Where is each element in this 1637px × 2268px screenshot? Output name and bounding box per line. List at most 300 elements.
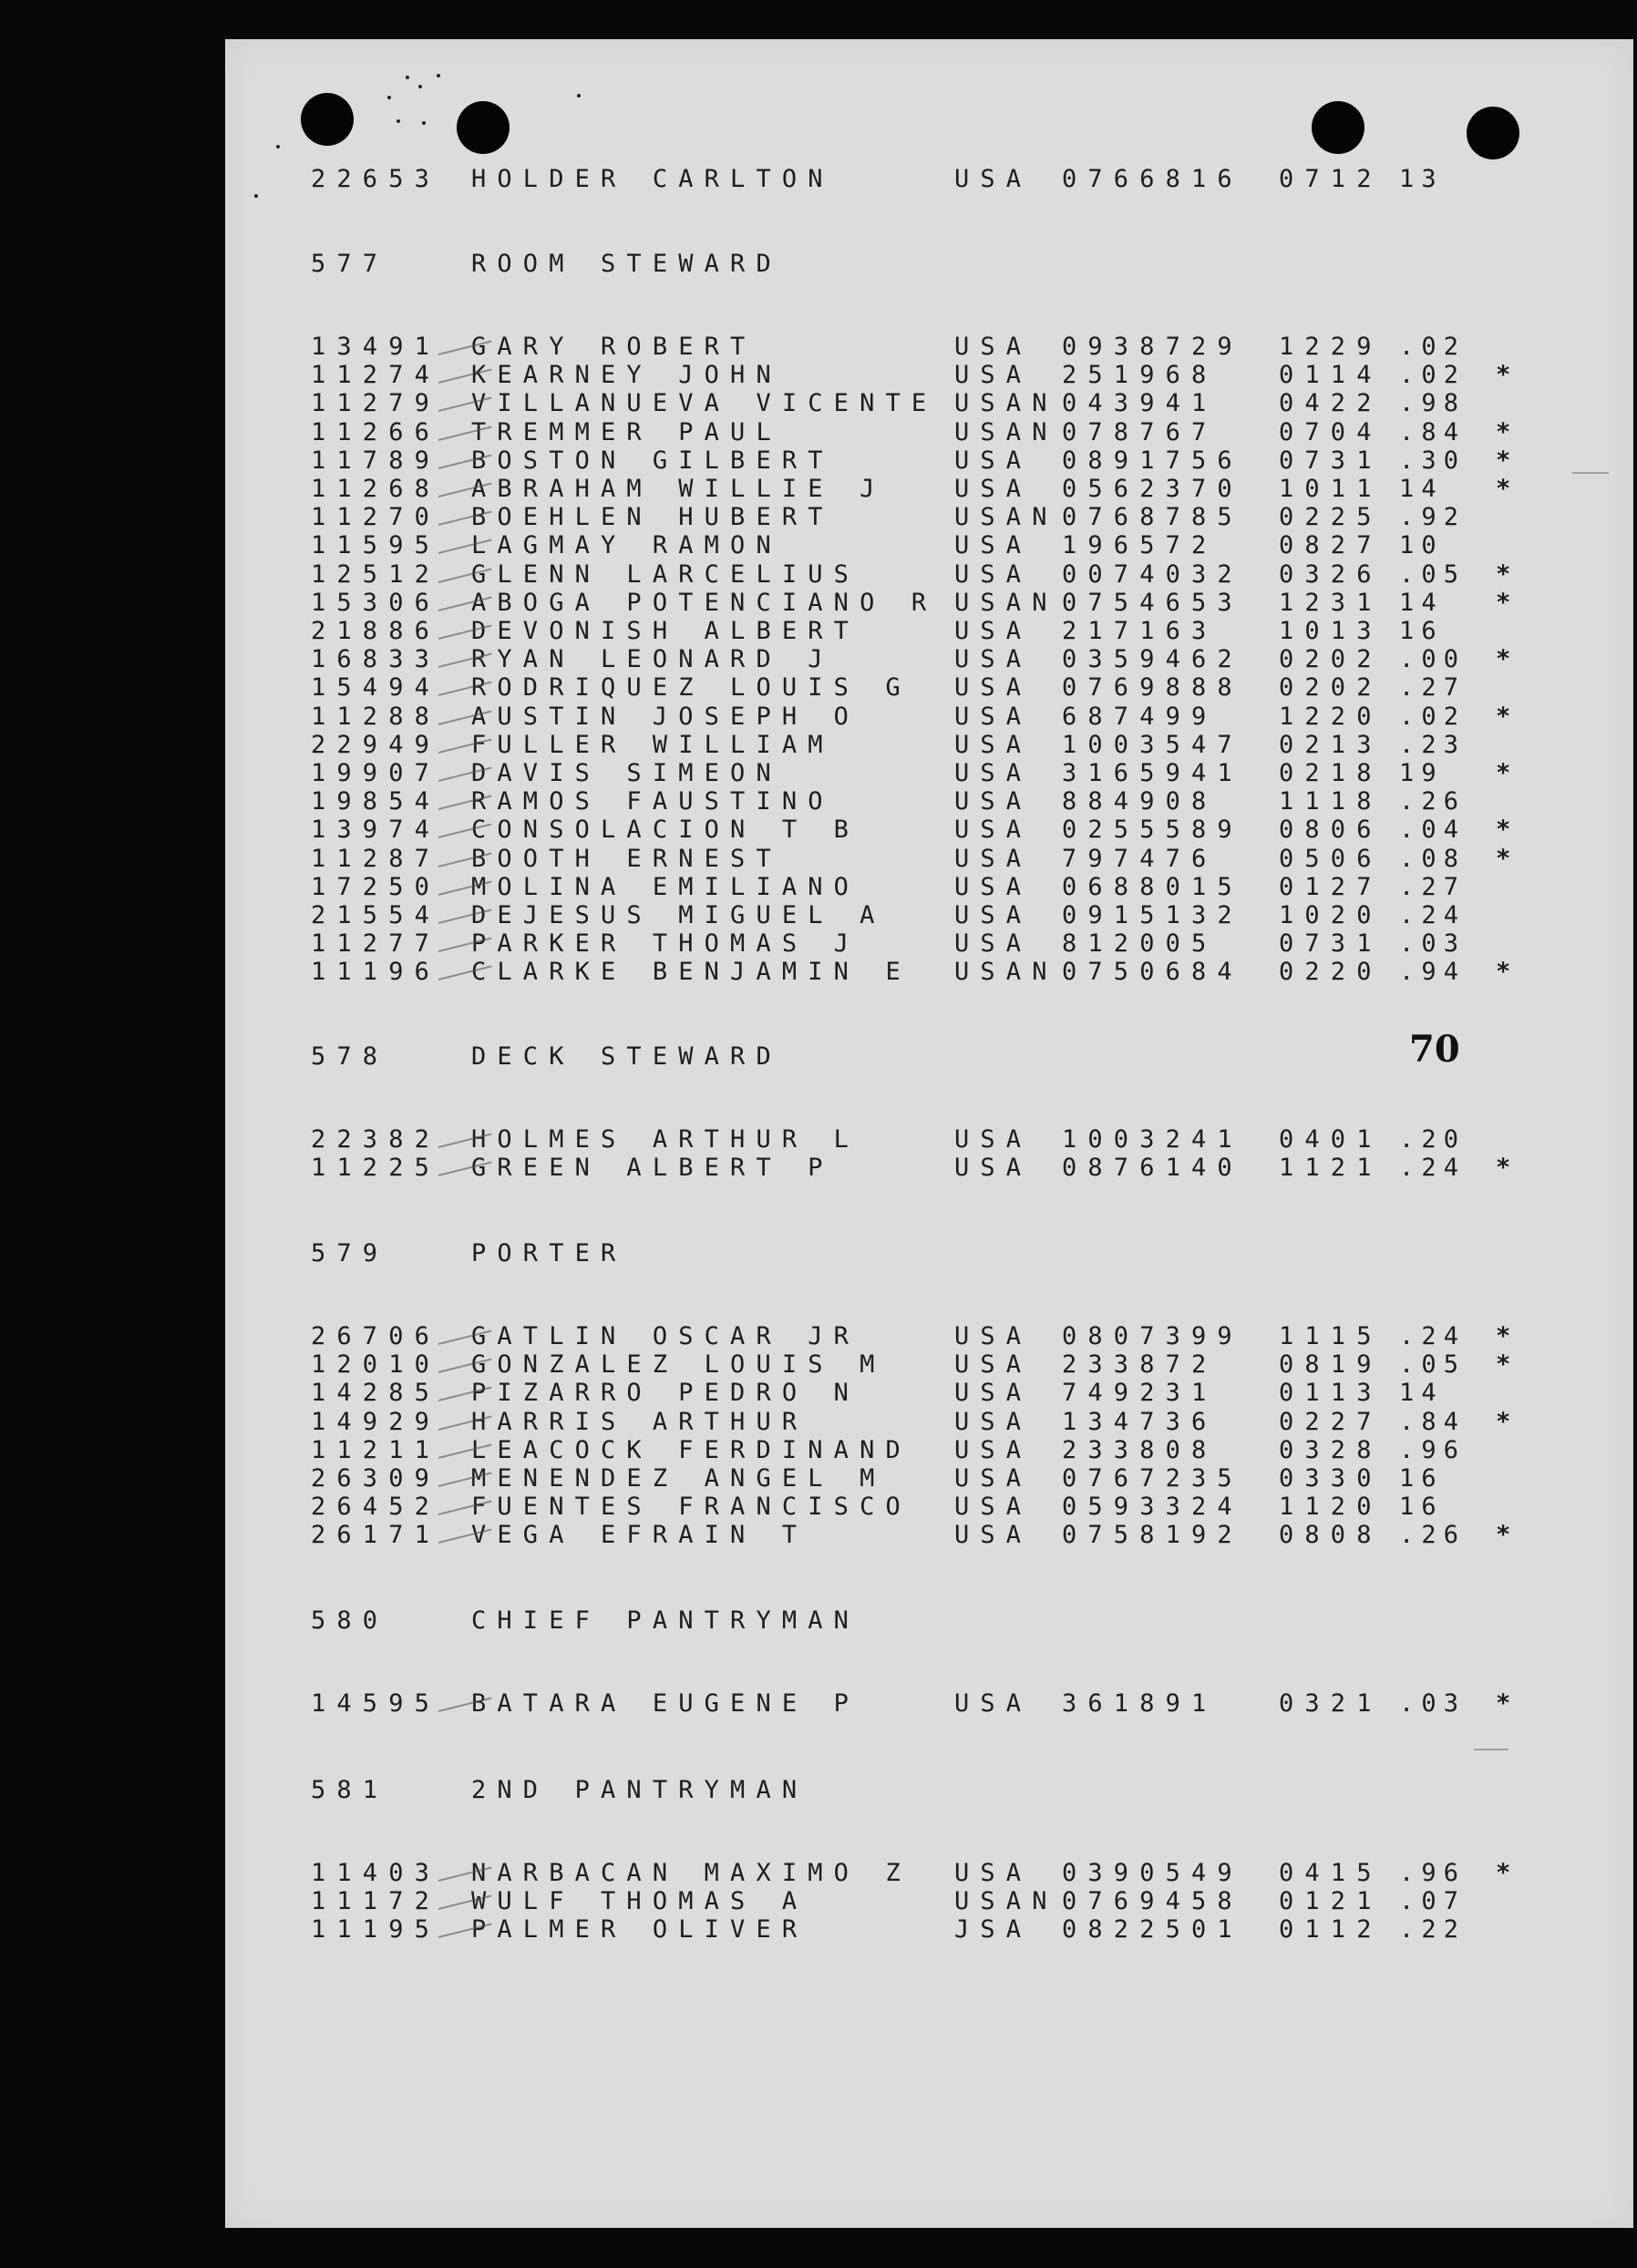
employee-name: DEJESUS MIGUEL A xyxy=(471,901,886,929)
asterisk-mark: * xyxy=(1496,816,1511,845)
rate-value: .20 xyxy=(1399,1125,1467,1154)
employee-name: PARKER THOMAS J xyxy=(471,929,860,959)
rate-value: .00 xyxy=(1399,645,1467,674)
rate-value: .03 xyxy=(1399,929,1467,959)
employee-number: 26706 xyxy=(311,1322,441,1350)
employee-number: 12010 xyxy=(311,1350,441,1380)
document-number: 0255589 xyxy=(1062,816,1243,845)
rate-value: .05 xyxy=(1399,559,1467,589)
employee-number: 17250 xyxy=(311,872,441,901)
asterisk-mark: * xyxy=(1496,475,1511,503)
employee-name: CLARKE BENJAMIN E xyxy=(471,958,911,987)
edge-mark xyxy=(1474,1749,1508,1750)
employee-number: 26309 xyxy=(311,1464,441,1493)
ledger-row xyxy=(311,166,1605,193)
asterisk-mark: * xyxy=(1496,417,1511,446)
citizenship: USA xyxy=(954,1435,1033,1464)
speck xyxy=(387,96,391,99)
citizenship: USA xyxy=(954,759,1033,787)
employee-number: 11266 xyxy=(311,417,441,446)
employee-name: AUSTIN JOSEPH O xyxy=(471,702,860,731)
ledger-row xyxy=(311,532,1605,559)
document-number: 078767 xyxy=(1062,417,1218,446)
date-code: 0202 xyxy=(1279,673,1383,703)
ledger-row xyxy=(311,1690,1605,1718)
citizenship: USA xyxy=(954,1464,1033,1493)
date-code: 0113 xyxy=(1279,1379,1383,1408)
asterisk-mark: * xyxy=(1496,1322,1511,1350)
rate-value: 16 xyxy=(1399,617,1444,645)
date-code: 0704 xyxy=(1279,417,1383,446)
employee-number: 22949 xyxy=(311,730,441,759)
citizenship: USAN xyxy=(954,389,1058,418)
ledger-row xyxy=(311,732,1605,759)
ledger-row xyxy=(311,1437,1605,1464)
date-code: 0114 xyxy=(1279,361,1383,390)
rate-value: .84 xyxy=(1399,417,1467,446)
speck xyxy=(276,145,280,149)
document-number: 812005 xyxy=(1062,929,1218,959)
rate-value: .02 xyxy=(1399,333,1467,361)
employee-name: DEVONISH ALBERT xyxy=(471,617,860,645)
citizenship: USAN xyxy=(954,417,1058,446)
document-number: 0688015 xyxy=(1062,872,1243,901)
employee-number: 12512 xyxy=(311,559,441,589)
document-number: 749231 xyxy=(1062,1379,1218,1408)
speck xyxy=(418,85,422,88)
citizenship: USA xyxy=(954,1154,1033,1183)
citizenship: USA xyxy=(954,446,1033,475)
employee-number: 22382 xyxy=(311,1125,441,1154)
date-code: 0121 xyxy=(1279,1887,1383,1916)
punch-hole xyxy=(457,101,510,154)
asterisk-mark: * xyxy=(1496,702,1511,731)
punch-hole xyxy=(301,93,354,146)
employee-name: MOLINA EMILIANO xyxy=(471,872,860,901)
employee-name: BOOTH ERNEST xyxy=(471,844,782,873)
rate-value: .08 xyxy=(1399,844,1467,873)
speck xyxy=(406,76,409,79)
citizenship: USA xyxy=(954,730,1033,759)
employee-number: 26171 xyxy=(311,1521,441,1550)
date-code: 1229 xyxy=(1279,333,1383,361)
ledger-row xyxy=(311,1155,1605,1182)
document-number: 0876140 xyxy=(1062,1154,1243,1183)
document-number: 233808 xyxy=(1062,1435,1218,1464)
employee-name: BOEHLEN HUBERT xyxy=(471,503,834,532)
employee-name: FUENTES FRANCISCO xyxy=(471,1493,911,1522)
asterisk-mark: * xyxy=(1496,1350,1511,1380)
ledger-row xyxy=(311,902,1605,929)
employee-number: 11277 xyxy=(311,929,441,959)
rate-value: .27 xyxy=(1399,673,1467,703)
citizenship: USA xyxy=(954,844,1033,873)
citizenship: USAN xyxy=(954,588,1058,617)
document-number: 0750684 xyxy=(1062,958,1243,987)
employee-number: 11403 xyxy=(311,1859,441,1887)
employee-name: WULF THOMAS A xyxy=(471,1887,808,1916)
employee-number: 11196 xyxy=(311,958,441,987)
employee-number: 11211 xyxy=(311,1435,441,1464)
rate-value: .04 xyxy=(1399,816,1467,845)
citizenship: USA xyxy=(954,1322,1033,1350)
speck xyxy=(577,94,581,97)
date-code: 0806 xyxy=(1279,816,1383,845)
document-number: 0562370 xyxy=(1062,475,1243,503)
ledger-row xyxy=(311,618,1605,645)
rate-value: .07 xyxy=(1399,1887,1467,1916)
speck xyxy=(422,121,426,125)
citizenship: USA xyxy=(954,1350,1033,1380)
employee-name: RYAN LEONARD J xyxy=(471,645,834,674)
rate-value: .26 xyxy=(1399,1521,1467,1550)
document-number: 043941 xyxy=(1062,389,1218,418)
document-number: 0758192 xyxy=(1062,1521,1243,1550)
date-code: 0112 xyxy=(1279,1915,1383,1945)
employee-number: 11270 xyxy=(311,503,441,532)
rate-value: .02 xyxy=(1399,361,1467,390)
section-code: 578 xyxy=(311,1042,389,1071)
document-number: 0822501 xyxy=(1062,1915,1243,1945)
rate-value: .24 xyxy=(1399,1154,1467,1183)
ledger-row xyxy=(311,846,1605,873)
employee-number: 15494 xyxy=(311,673,441,703)
employee-number: 11172 xyxy=(311,1887,441,1916)
ledger-row xyxy=(311,930,1605,958)
citizenship: USA xyxy=(954,165,1033,193)
document-number: 134736 xyxy=(1062,1407,1218,1436)
document-number: 251968 xyxy=(1062,361,1218,390)
citizenship: USAN xyxy=(954,1887,1058,1916)
rate-value: .23 xyxy=(1399,730,1467,759)
ledger-row xyxy=(311,874,1605,901)
citizenship: USA xyxy=(954,1521,1033,1550)
employee-name: LAGMAY RAMON xyxy=(471,531,782,560)
document-number: 687499 xyxy=(1062,702,1218,731)
document-number: 0769458 xyxy=(1062,1887,1243,1916)
document-number: 1003241 xyxy=(1062,1125,1243,1154)
employee-number: 21554 xyxy=(311,901,441,929)
employee-number: 13491 xyxy=(311,333,441,361)
citizenship: USA xyxy=(954,787,1033,816)
ledger-row xyxy=(311,476,1605,503)
asterisk-mark: * xyxy=(1496,1859,1511,1887)
ledger-row xyxy=(311,1493,1605,1521)
section-header xyxy=(311,1240,1222,1267)
section-code: 579 xyxy=(311,1239,389,1267)
rate-value: .02 xyxy=(1399,702,1467,731)
punch-hole xyxy=(1312,101,1364,154)
document-number: 3165941 xyxy=(1062,759,1243,787)
employee-number: 11195 xyxy=(311,1915,441,1945)
asterisk-mark: * xyxy=(1496,1689,1511,1718)
date-code: 1120 xyxy=(1279,1493,1383,1522)
date-code: 0819 xyxy=(1279,1350,1383,1380)
document-number: 0359462 xyxy=(1062,645,1243,674)
section-header xyxy=(311,1043,1222,1071)
date-code: 0202 xyxy=(1279,645,1383,674)
ledger-row xyxy=(311,362,1605,389)
employee-number: 19907 xyxy=(311,759,441,787)
document-number: 0807399 xyxy=(1062,1322,1243,1350)
document-number: 0769888 xyxy=(1062,673,1243,703)
citizenship: USA xyxy=(954,645,1033,674)
date-code: 0328 xyxy=(1279,1435,1383,1464)
ledger-row xyxy=(311,590,1605,617)
date-code: 0218 xyxy=(1279,759,1383,787)
date-code: 0401 xyxy=(1279,1125,1383,1154)
ledger-row xyxy=(311,703,1605,731)
document-number: 0074032 xyxy=(1062,559,1243,589)
employee-name: ABRAHAM WILLIE J xyxy=(471,475,886,503)
rate-value: .30 xyxy=(1399,446,1467,475)
employee-name: GARY ROBERT xyxy=(471,333,757,361)
ledger-row xyxy=(311,561,1605,589)
employee-name: HARRIS ARTHUR xyxy=(471,1407,808,1436)
citizenship: JSA xyxy=(954,1915,1033,1945)
employee-name: ABOGA POTENCIANO R xyxy=(471,588,938,617)
section-code: 581 xyxy=(311,1776,389,1804)
date-code: 0326 xyxy=(1279,559,1383,589)
employee-name: NARBACAN MAXIMO Z xyxy=(471,1859,911,1887)
speck xyxy=(396,119,400,123)
citizenship: USA xyxy=(954,872,1033,901)
employee-number: 11595 xyxy=(311,531,441,560)
citizenship: USA xyxy=(954,816,1033,845)
citizenship: USA xyxy=(954,531,1033,560)
document-number: 0390549 xyxy=(1062,1859,1243,1887)
section-title: CHIEF PANTRYMAN xyxy=(471,1606,860,1635)
employee-name: GATLIN OSCAR JR xyxy=(471,1322,860,1350)
ledger-row xyxy=(311,1126,1605,1154)
citizenship: USAN xyxy=(954,503,1058,532)
document-number: 233872 xyxy=(1062,1350,1218,1380)
employee-name: MENENDEZ ANGEL M xyxy=(471,1464,886,1493)
ledger-row xyxy=(311,1323,1605,1350)
rate-value: .92 xyxy=(1399,503,1467,532)
employee-name: VILLANUEVA VICENTE xyxy=(471,389,938,418)
document-number: 0766816 xyxy=(1062,165,1243,193)
employee-number: 11268 xyxy=(311,475,441,503)
document-number: 196572 xyxy=(1062,531,1218,560)
document-number: 0915132 xyxy=(1062,901,1243,929)
section-code: 580 xyxy=(311,1606,389,1635)
speck xyxy=(437,74,440,77)
section-title: PORTER xyxy=(471,1239,627,1267)
section-header xyxy=(311,1777,1222,1804)
document-number: 0938729 xyxy=(1062,333,1243,361)
citizenship: USA xyxy=(954,1493,1033,1522)
employee-name: BATARA EUGENE P xyxy=(471,1689,860,1718)
ledger-row xyxy=(311,674,1605,702)
rate-value: 14 xyxy=(1399,475,1444,503)
employee-number: 13974 xyxy=(311,816,441,845)
employee-name: GLENN LARCELIUS xyxy=(471,559,860,589)
rate-value: .27 xyxy=(1399,872,1467,901)
employee-name: FULLER WILLIAM xyxy=(471,730,834,759)
asterisk-mark: * xyxy=(1496,1154,1511,1183)
employee-number: 16833 xyxy=(311,645,441,674)
ledger-row xyxy=(311,1888,1605,1915)
asterisk-mark: * xyxy=(1496,1521,1511,1550)
employee-name: VEGA EFRAIN T xyxy=(471,1521,808,1550)
rate-value: 14 xyxy=(1399,1379,1444,1408)
employee-number: 21886 xyxy=(311,617,441,645)
employee-name: BOSTON GILBERT xyxy=(471,446,834,475)
rate-value: .98 xyxy=(1399,389,1467,418)
ledger-row xyxy=(311,1380,1605,1407)
employee-number: 14595 xyxy=(311,1689,441,1718)
citizenship: USA xyxy=(954,617,1033,645)
date-code: 0330 xyxy=(1279,1464,1383,1493)
document-number: 0768785 xyxy=(1062,503,1243,532)
date-code: 0731 xyxy=(1279,446,1383,475)
document-number: 1003547 xyxy=(1062,730,1243,759)
date-code: 1011 xyxy=(1279,475,1383,503)
rate-value: 14 xyxy=(1399,588,1444,617)
employee-name: RAMOS FAUSTINO xyxy=(471,787,834,816)
date-code: 1115 xyxy=(1279,1322,1383,1350)
section-title: DECK STEWARD xyxy=(471,1042,782,1071)
employee-number: 11287 xyxy=(311,844,441,873)
employee-number: 22653 xyxy=(311,165,441,193)
document-number: 361891 xyxy=(1062,1689,1218,1718)
employee-number: 11279 xyxy=(311,389,441,418)
citizenship: USA xyxy=(954,929,1033,959)
date-code: 0506 xyxy=(1279,844,1383,873)
ledger-row xyxy=(311,504,1605,531)
employee-number: 19854 xyxy=(311,787,441,816)
speck xyxy=(254,194,258,198)
employee-name: LEACOCK FERDINAND xyxy=(471,1435,911,1464)
ledger-row xyxy=(311,447,1605,475)
date-code: 0227 xyxy=(1279,1407,1383,1436)
rate-value: .96 xyxy=(1399,1435,1467,1464)
ledger-row xyxy=(311,390,1605,417)
rate-value: 19 xyxy=(1399,759,1444,787)
citizenship: USA xyxy=(954,702,1033,731)
ledger-row xyxy=(311,788,1605,816)
asterisk-mark: * xyxy=(1496,645,1511,674)
employee-name: DAVIS SIMEON xyxy=(471,759,782,787)
document-number: 884908 xyxy=(1062,787,1218,816)
date-code: 0808 xyxy=(1279,1521,1383,1550)
section-code: 577 xyxy=(311,250,389,278)
citizenship: USA xyxy=(954,333,1033,361)
ledger-row xyxy=(311,646,1605,673)
document-number: 217163 xyxy=(1062,617,1218,645)
asterisk-mark: * xyxy=(1496,588,1511,617)
employee-number: 11274 xyxy=(311,361,441,390)
ledger-row xyxy=(311,334,1605,361)
citizenship: USA xyxy=(954,1125,1033,1154)
date-code: 0220 xyxy=(1279,958,1383,987)
asterisk-mark: * xyxy=(1496,958,1511,987)
date-code: 1020 xyxy=(1279,901,1383,929)
rate-value: .24 xyxy=(1399,901,1467,929)
rate-value: .26 xyxy=(1399,787,1467,816)
asterisk-mark: * xyxy=(1496,844,1511,873)
rate-value: .96 xyxy=(1399,1859,1467,1887)
asterisk-mark: * xyxy=(1496,1407,1511,1436)
date-code: 0213 xyxy=(1279,730,1383,759)
citizenship: USA xyxy=(954,475,1033,503)
ledger-row xyxy=(311,1860,1605,1887)
ledger-row xyxy=(311,1409,1605,1436)
punch-hole xyxy=(1467,107,1519,159)
rate-value: .84 xyxy=(1399,1407,1467,1436)
citizenship: USA xyxy=(954,361,1033,390)
citizenship: USA xyxy=(954,559,1033,589)
employee-number: 26452 xyxy=(311,1493,441,1522)
date-code: 0225 xyxy=(1279,503,1383,532)
date-code: 0731 xyxy=(1279,929,1383,959)
page-number: 70 xyxy=(1409,1028,1460,1071)
document-number: 0891756 xyxy=(1062,446,1243,475)
rate-value: .03 xyxy=(1399,1689,1467,1718)
rate-value: .94 xyxy=(1399,958,1467,987)
document-number: 797476 xyxy=(1062,844,1218,873)
date-code: 1013 xyxy=(1279,617,1383,645)
citizenship: USA xyxy=(954,1379,1033,1408)
employee-name: TREMMER PAUL xyxy=(471,417,782,446)
ledger-row xyxy=(311,1351,1605,1379)
asterisk-mark: * xyxy=(1496,759,1511,787)
employee-number: 14285 xyxy=(311,1379,441,1408)
employee-name: GONZALEZ LOUIS M xyxy=(471,1350,886,1380)
employee-name: CONSOLACION T B xyxy=(471,816,860,845)
date-code: 1118 xyxy=(1279,787,1383,816)
employee-name: KEARNEY JOHN xyxy=(471,361,782,390)
ledger-row xyxy=(311,1522,1605,1549)
date-code: 0321 xyxy=(1279,1689,1383,1718)
rate-value: 16 xyxy=(1399,1464,1444,1493)
document-number: 0593324 xyxy=(1062,1493,1243,1522)
employee-name: PALMER OLIVER xyxy=(471,1915,808,1945)
asterisk-mark: * xyxy=(1496,559,1511,589)
ledger-row xyxy=(311,1916,1605,1944)
date-code: 0422 xyxy=(1279,389,1383,418)
employee-number: 15306 xyxy=(311,588,441,617)
ledger-row xyxy=(311,1465,1605,1493)
citizenship: USAN xyxy=(954,958,1058,987)
date-code: 1121 xyxy=(1279,1154,1383,1183)
employee-name: GREEN ALBERT P xyxy=(471,1154,834,1183)
employee-name: HOLMES ARTHUR L xyxy=(471,1125,860,1154)
employee-number: 11225 xyxy=(311,1154,441,1183)
date-code: 0827 xyxy=(1279,531,1383,560)
citizenship: USA xyxy=(954,673,1033,703)
citizenship: USA xyxy=(954,901,1033,929)
rate-value: .24 xyxy=(1399,1322,1467,1350)
employee-name: RODRIQUEZ LOUIS G xyxy=(471,673,911,703)
date-code: 1231 xyxy=(1279,588,1383,617)
rate-value: 13 xyxy=(1399,165,1444,193)
section-header xyxy=(311,1607,1222,1635)
citizenship: USA xyxy=(954,1407,1033,1436)
employee-name: HOLDER CARLTON xyxy=(471,165,834,193)
asterisk-mark: * xyxy=(1496,446,1511,475)
employee-number: 14929 xyxy=(311,1407,441,1436)
date-code: 0415 xyxy=(1279,1859,1383,1887)
asterisk-mark: * xyxy=(1496,361,1511,390)
citizenship: USA xyxy=(954,1689,1033,1718)
section-header xyxy=(311,251,1222,278)
section-title: 2ND PANTRYMAN xyxy=(471,1776,808,1804)
employee-number: 11288 xyxy=(311,702,441,731)
ledger-row xyxy=(311,816,1605,844)
section-title: ROOM STEWARD xyxy=(471,250,782,278)
